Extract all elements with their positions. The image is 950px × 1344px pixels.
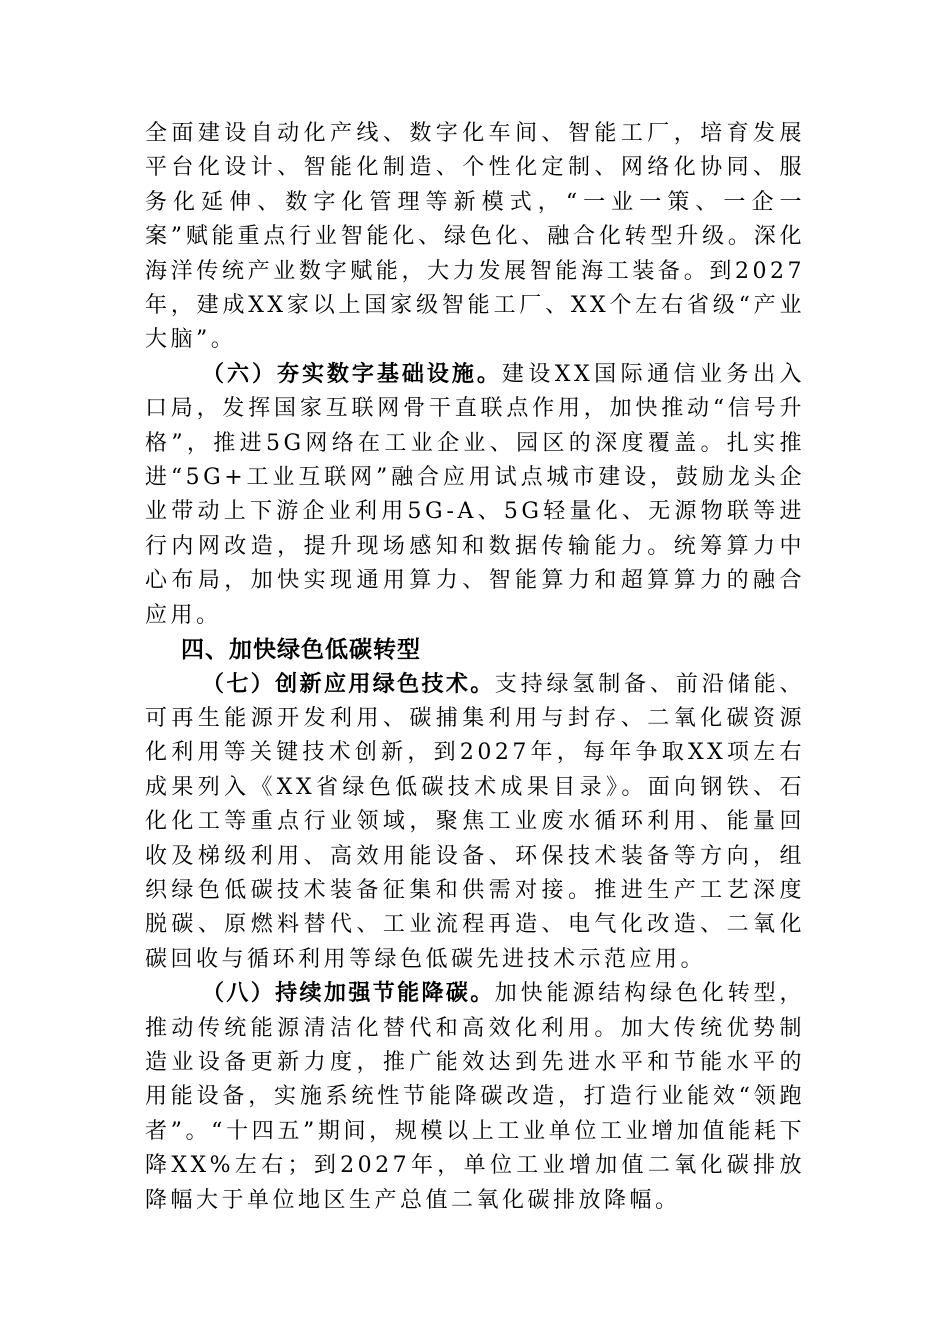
section-8-paragraph <box>145 977 805 1218</box>
paragraph-continuation: 全面建设自动化产线、数字化车间、智能工厂，培育发展平台化设计、智能化制造、个性化定制、网络化协同、服务化延伸、数字化管理等新模式，“一业一策、一企一案”赋能重点行业智能化、绿色化、融合化转型升级。深化海洋传统产业数字赋能，大力发展智能海工装备。到2027年，建成XX家以上国家级智能工厂、XX个左右省级“产业大脑”。 <box>145 121 805 353</box>
section-6-lead: （六）夯实数字基础设施。 <box>202 361 502 387</box>
section-8-lead: （八）持续加强节能降碳。 <box>202 981 495 1007</box>
section-7-body: 支持绿氢制备、前沿储能、可再生能源开发利用、碳捕集利用与封存、二氧化碳资源化利用等关键技术创新，到2027年，每年争取XX项左右成果列入《XX省绿色低碳技术成果目录》。面向钢铁、石化化工等重点行业领域，聚焦工业废水循环利用、能量回收及梯级利用、高效用能设备、环保技术装备等方向，组织绿色低碳技术装备征集和供需对接。推进生产工艺深度脱碳、原燃料替代、工业流程再造、电气化改造、二氧化碳回收与循环利用等绿色低碳先进技术示范应用。 <box>145 671 805 972</box>
section-7-paragraph <box>145 668 805 978</box>
section-8-body: 加快能源结构绿色化转型，推动传统能源清洁化替代和高效化利用。加大传统优势制造业设备更新力度，推广能效达到先进水平和节能水平的用能设备，实施系统性节能降碳改造，打造行业能效“领跑者”。“十四五”期间，规模以上工业单位工业增加值能耗下降XX%左右；到2027年，单位工业增加值二氧化碳排放降幅大于单位地区生产总值二氧化碳排放降幅。 <box>145 981 805 1213</box>
document-body <box>145 117 805 1218</box>
section-7-lead: （七）创新应用绿色技术。 <box>202 671 495 697</box>
section-heading-4: 四、加快绿色低碳转型 <box>181 637 421 664</box>
section-6-body: 建设XX国际通信业务出入口局，发挥国家互联网骨干直联点作用，加快推动“信号升格”，推进5G网络在工业企业、园区的深度覆盖。扎实推进“5G+工业互联网”融合应用试点城市建设，鼓励龙头企业带动上下游企业利用5G-A、5G轻量化、无源物联等进行内网改造，提升现场感知和数据传输能力。统筹算力中心布局，加快实现通用算力、智能算力和超算算力的融合应用。 <box>145 361 805 628</box>
section-6-paragraph <box>145 358 805 633</box>
